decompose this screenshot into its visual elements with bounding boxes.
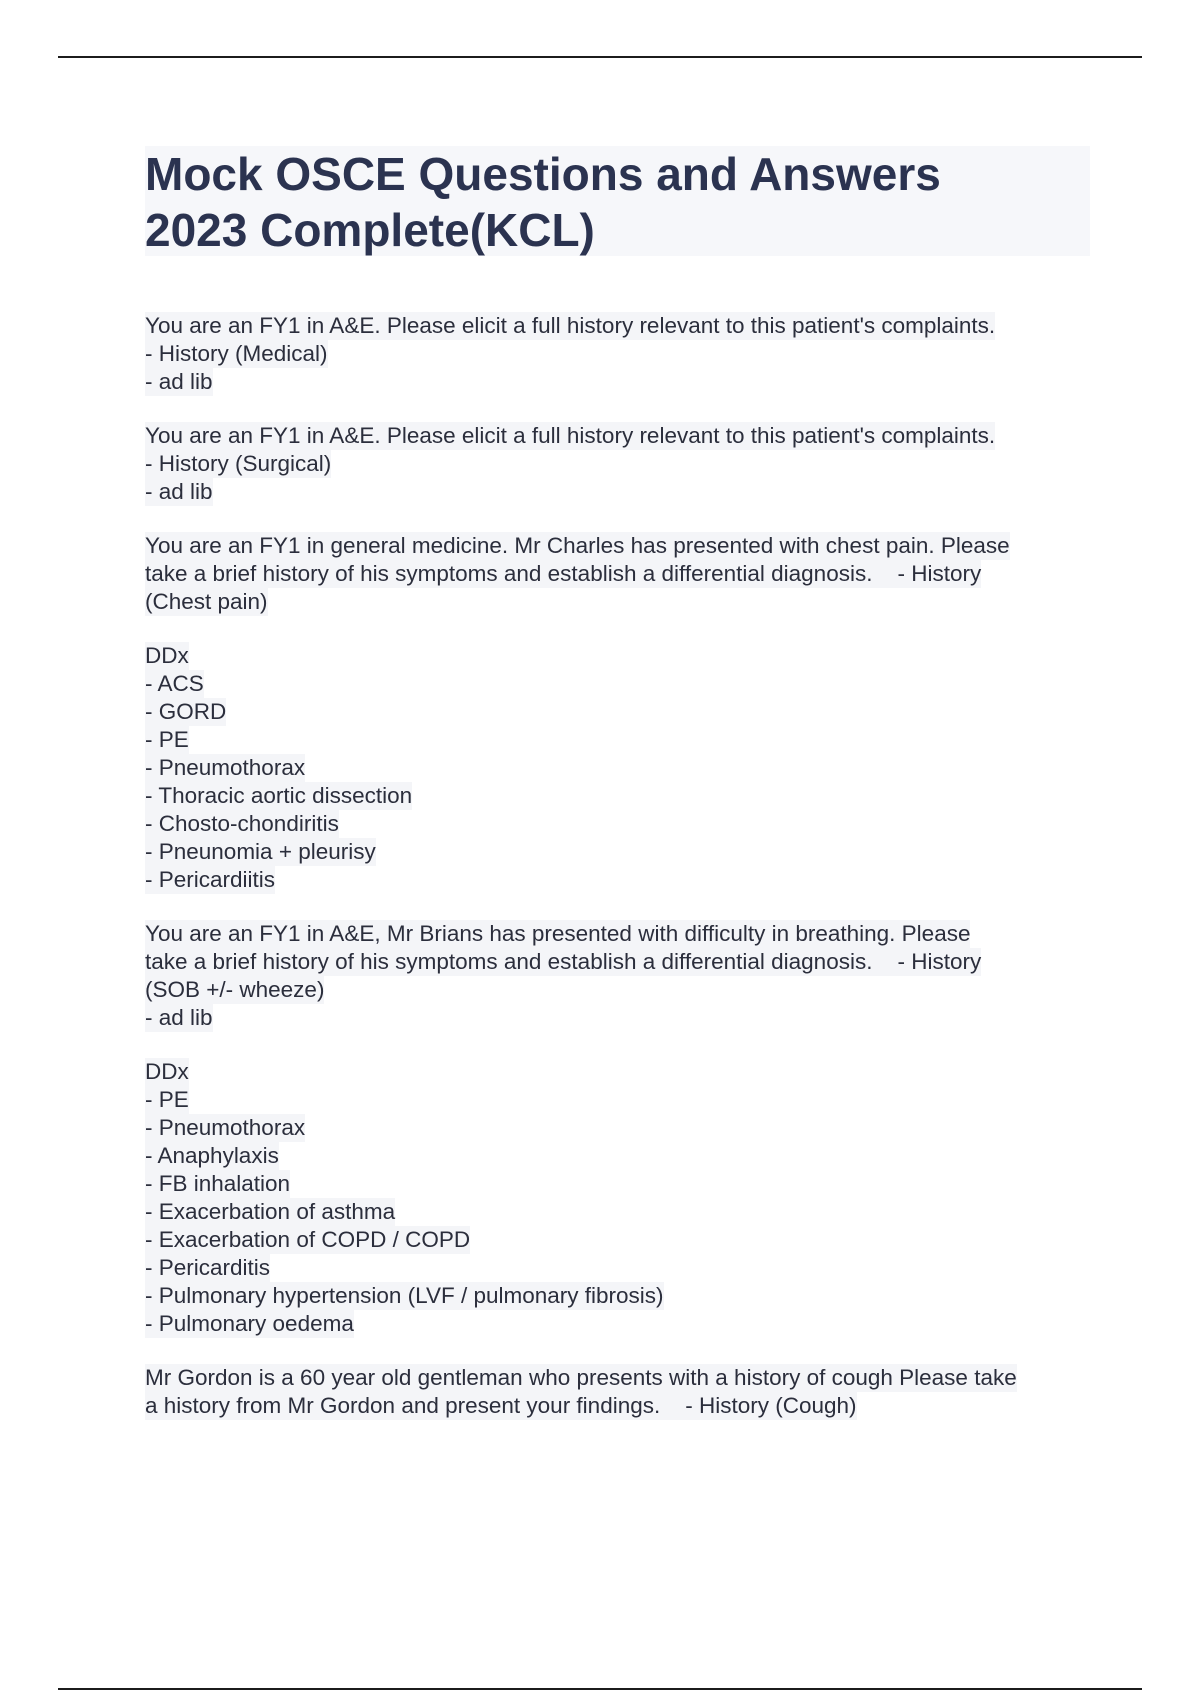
station-note: - ad lib: [145, 1005, 213, 1030]
ddx-item: - ACS: [145, 671, 204, 696]
station-note: - ad lib: [145, 479, 213, 504]
ddx-item: - Exacerbation of COPD / COPD: [145, 1227, 471, 1252]
station-note: - ad lib: [145, 369, 213, 394]
ddx-item: - Pneumothorax: [145, 1115, 306, 1140]
ddx-item: - Pulmonary oedema: [145, 1311, 354, 1336]
station-type: - History (Surgical): [145, 451, 332, 476]
bottom-rule: [58, 1688, 1142, 1690]
ddx-list-chest-pain: [145, 642, 1090, 894]
question-block-surgical-history: [145, 422, 1090, 506]
question-block-cough: [145, 1364, 1090, 1420]
ddx-item: - PE: [145, 1087, 189, 1112]
question-list: [145, 312, 1090, 1420]
ddx-item: - Pneumothorax: [145, 755, 306, 780]
ddx-heading: DDx: [145, 1059, 189, 1084]
ddx-item: - GORD: [145, 699, 227, 724]
station-type: (SOB +/- wheeze): [145, 977, 325, 1002]
ddx-item: - Pericarditis: [145, 1255, 271, 1280]
top-rule: [58, 56, 1142, 58]
document-page: [145, 146, 1090, 1446]
question-text: You are an FY1 in A&E. Please elicit a full history relevant to this patient's complaints.: [145, 423, 996, 448]
document-title: [145, 146, 1090, 256]
question-text: You are an FY1 in general medicine. Mr Charles has presented with chest pain. Please: [145, 533, 1010, 558]
ddx-list-breathing: [145, 1058, 1090, 1338]
ddx-item: - Pericardiitis: [145, 867, 276, 892]
ddx-item: - Thoracic aortic dissection: [145, 783, 413, 808]
question-text: a history from Mr Gordon and present your findings. - History (Cough): [145, 1393, 857, 1418]
question-text: You are an FY1 in A&E. Please elicit a full history relevant to this patient's complaints.: [145, 313, 996, 338]
question-text: You are an FY1 in A&E, Mr Brians has presented with difficulty in breathing. Please: [145, 921, 971, 946]
question-text: take a brief history of his symptoms and establish a differential diagnosis. - History: [145, 561, 982, 586]
title-line-2: 2023 Complete(KCL): [145, 204, 595, 256]
title-line-1: Mock OSCE Questions and Answers: [145, 148, 941, 200]
ddx-heading: DDx: [145, 643, 189, 668]
question-text: Mr Gordon is a 60 year old gentleman who presents with a history of cough Please take: [145, 1365, 1017, 1390]
ddx-item: - Pneunomia + pleurisy: [145, 839, 376, 864]
question-block-chest-pain: [145, 532, 1090, 616]
station-type: (Chest pain): [145, 589, 268, 614]
ddx-item: - PE: [145, 727, 189, 752]
ddx-item: - Exacerbation of asthma: [145, 1199, 396, 1224]
question-block-breathing: [145, 920, 1090, 1032]
question-text: take a brief history of his symptoms and establish a differential diagnosis. - History: [145, 949, 982, 974]
question-block-medical-history: [145, 312, 1090, 396]
ddx-item: - Pulmonary hypertension (LVF / pulmonary fibrosis): [145, 1283, 664, 1308]
ddx-item: - Chosto-chondiritis: [145, 811, 339, 836]
ddx-item: - FB inhalation: [145, 1171, 291, 1196]
ddx-item: - Anaphylaxis: [145, 1143, 279, 1168]
station-type: - History (Medical): [145, 341, 328, 366]
